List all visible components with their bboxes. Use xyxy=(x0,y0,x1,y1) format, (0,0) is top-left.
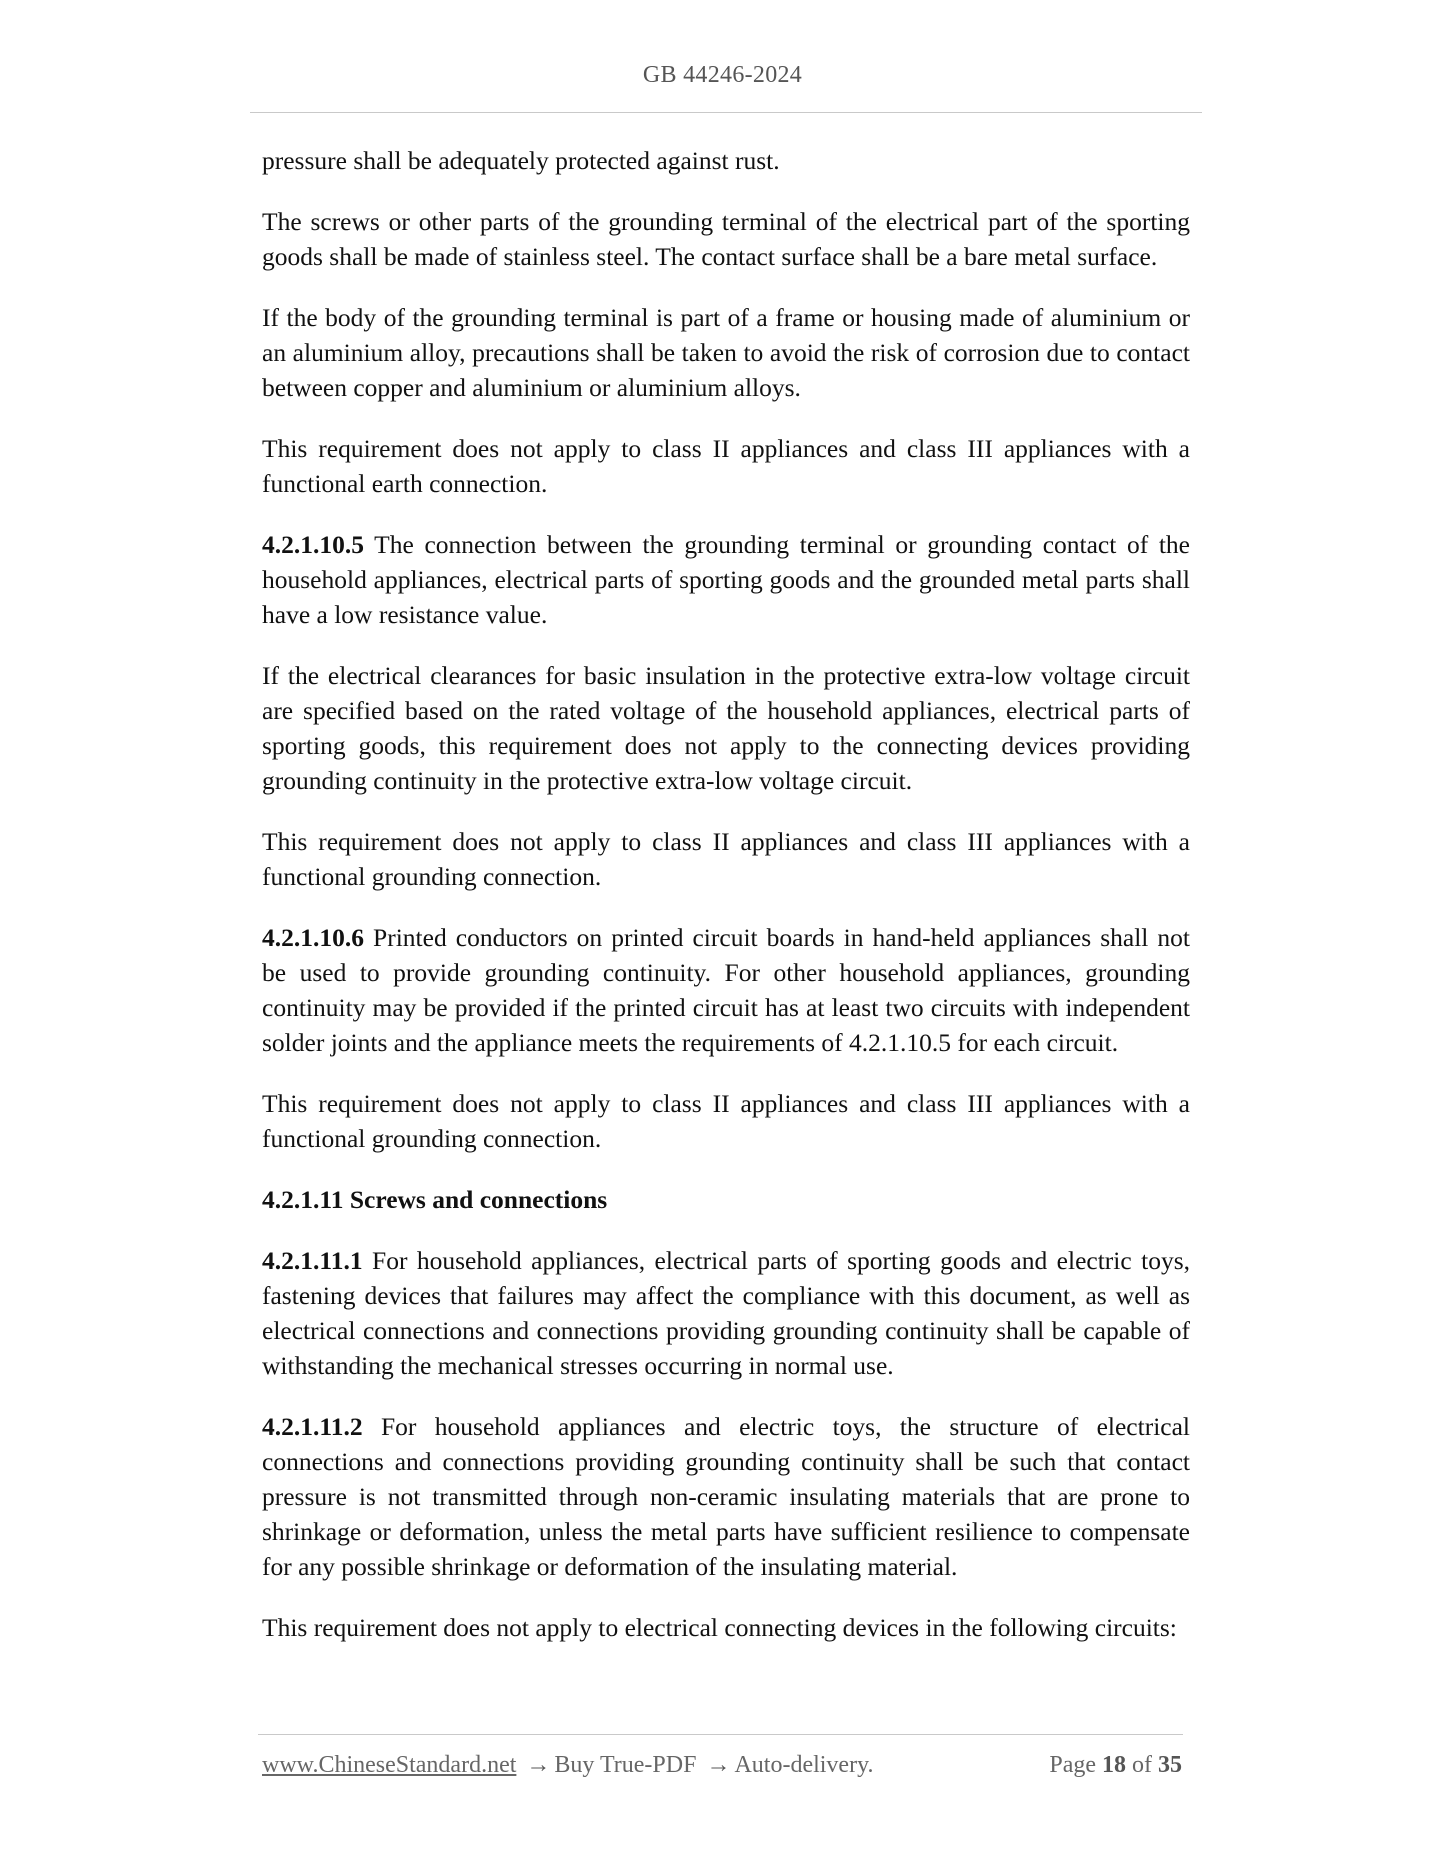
paragraph-text: This requirement does not apply to class II appliances and class III appliances with a functional grounding connection. xyxy=(262,827,1190,891)
clause-number: 4.2.1.11.1 xyxy=(262,1246,363,1275)
clause-number: 4.2.1.11 Screws and connections xyxy=(262,1185,608,1214)
paragraph xyxy=(262,658,1190,798)
page-label: Page xyxy=(1049,1752,1096,1778)
current-page: 18 xyxy=(1102,1752,1126,1778)
paragraph-text: If the electrical clearances for basic insulation in the protective extra-low voltage circuit are specified based on the rated voltage of the household appliances, electrical parts of sporting goods, this requirement does not apply to the connecting devices providing grounding continuity in the protective extra-low voltage circuit. xyxy=(262,661,1190,795)
paragraph xyxy=(262,143,1190,178)
paragraph-text: If the body of the grounding terminal is part of a frame or housing made of aluminium or an aluminium alloy, precautions shall be taken to avoid the risk of corrosion due to contact between copper and aluminium or aluminium alloys. xyxy=(262,303,1190,402)
document-header: GB 44246-2024 xyxy=(642,62,803,88)
paragraph-text: Printed conductors on printed circuit boards in hand-held appliances shall not be used to provide grounding continuity. For other household appliances, grounding continuity may be provided if the printed circuit has at least two circuits with independent solder joints and the appliance meets the requirements of 4.2.1.10.5 for each circuit. xyxy=(262,923,1190,1057)
paragraph-text: pressure shall be adequately protected against rust. xyxy=(262,146,780,175)
clause-number: 4.2.1.10.5 xyxy=(262,530,364,559)
arrow-right-icon: → xyxy=(526,1752,551,1778)
paragraph-text: This requirement does not apply to class II appliances and class III appliances with a functional earth connection. xyxy=(262,434,1190,498)
paragraph-text: For household appliances and electric toys, the structure of electrical connections and connections providing grounding continuity shall be such that contact pressure is not transmitted through non-ceramic insulating materials that are prone to shrinkage or deformation, unless the metal parts have sufficient resilience to compensate for any possible shrinkage or deformation of the insulating material. xyxy=(262,1412,1191,1581)
paragraph-text: The screws or other parts of the grounding terminal of the electrical part of the sporting goods shall be made of stainless steel. The contact surface shall be a bare metal surface. xyxy=(262,207,1190,271)
paragraph xyxy=(262,204,1190,274)
section-heading xyxy=(262,1182,1190,1217)
clause-number: 4.2.1.11.2 xyxy=(262,1412,363,1441)
page-number xyxy=(1049,1752,1182,1779)
site-link[interactable]: www.ChineseStandard.net xyxy=(262,1752,517,1778)
page-footer xyxy=(262,1752,1182,1786)
header-divider xyxy=(250,112,1202,113)
paragraph xyxy=(262,1409,1190,1584)
footer-links xyxy=(262,1752,874,1779)
footer-divider xyxy=(258,1734,1183,1735)
paragraph xyxy=(262,1610,1190,1645)
paragraph xyxy=(262,824,1190,894)
paragraph xyxy=(262,431,1190,501)
paragraph-text: This requirement does not apply to electrical connecting devices in the following circuits: xyxy=(262,1613,1177,1642)
paragraph xyxy=(262,527,1190,632)
page-body xyxy=(262,143,1190,1671)
paragraph xyxy=(262,1243,1190,1383)
total-pages: 35 xyxy=(1158,1752,1182,1778)
paragraph-text: This requirement does not apply to class II appliances and class III appliances with a functional grounding connection. xyxy=(262,1089,1190,1153)
arrow-right-icon: → xyxy=(706,1752,731,1778)
paragraph-text: For household appliances, electrical parts of sporting goods and electric toys, fastening devices that failures may affect the compliance with this document, as well as electrical connections and connections providing grounding continuity shall be capable of withstanding the mechanical stresses occurring in normal use. xyxy=(262,1246,1191,1380)
page-of-label: of xyxy=(1132,1752,1152,1778)
paragraph-text: The connection between the grounding terminal or grounding contact of the household appliances, electrical parts of sporting goods and the grounded metal parts shall have a low resistance value. xyxy=(262,530,1190,629)
clause-number: 4.2.1.10.6 xyxy=(262,923,364,952)
delivery-text: Auto-delivery. xyxy=(734,1752,874,1778)
paragraph xyxy=(262,920,1190,1060)
buy-text: Buy True-PDF xyxy=(554,1752,697,1778)
paragraph xyxy=(262,1086,1190,1156)
paragraph xyxy=(262,300,1190,405)
